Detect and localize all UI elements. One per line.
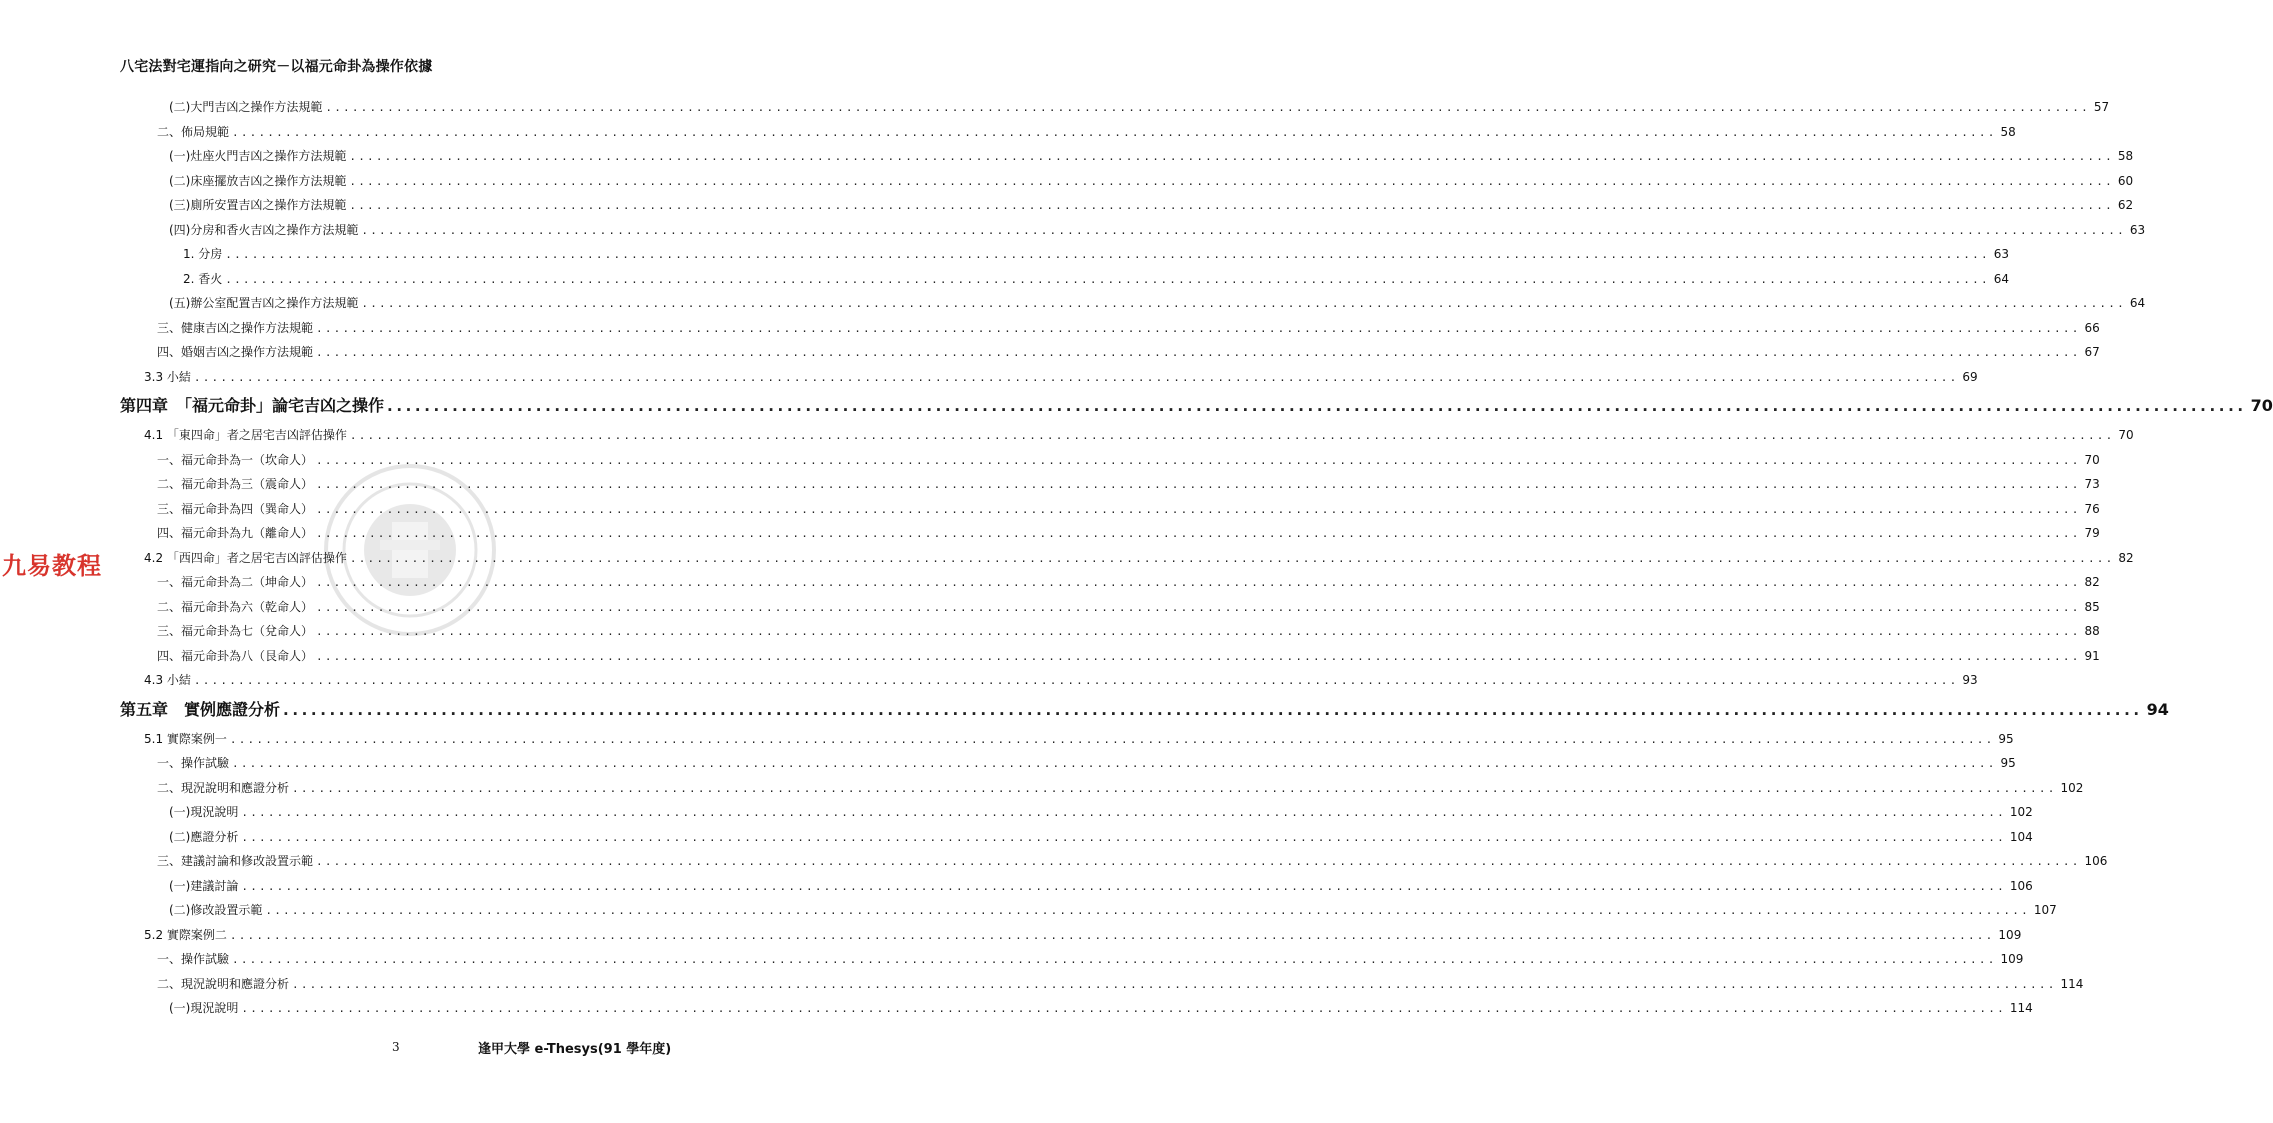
toc-entry-page: 104 — [2009, 829, 2033, 844]
toc-entry-page: 107 — [2033, 903, 2057, 917]
toc-leader-dots: ........................................................................................................................................................................................................ — [241, 1002, 2006, 1015]
toc-entry-label: (四)分房和香火吉凶之操作方法規範 — [169, 222, 359, 237]
toc-leader-dots: ........................................................................................................................................................................................................ — [387, 397, 2247, 415]
toc-leader-dots: ........................................................................................................................................................................................................ — [316, 855, 2081, 868]
toc-entry-label: 四、婚姻吉凶之操作方法規範 — [157, 345, 314, 359]
toc-leader-dots: ........................................................................................................................................................................................................ — [316, 502, 2081, 516]
toc-entry-label: 三、建議討論和修改設置示範 — [157, 854, 314, 868]
toc-entry-page: 67 — [2084, 345, 2100, 359]
toc-entry-page: 60 — [2117, 173, 2134, 188]
toc-entry-label: 4.1 「東四命」者之居宅吉凶評估操作 — [144, 428, 347, 442]
toc-entry-page: 91 — [2084, 648, 2100, 663]
toc-entry-label: 四、福元命卦為八（艮命人） — [157, 648, 314, 663]
toc-entry-label: 二、福元命卦為三（震命人） — [157, 477, 314, 491]
toc-entry-page: 73 — [2084, 477, 2100, 491]
toc-leader-dots: ........................................................................................................................................................................................................ — [316, 453, 2081, 467]
toc-leader-dots: ........................................................................................................................................................................................................ — [349, 551, 2115, 565]
toc-leader-dots: ........................................................................................................................................................................................................ — [316, 600, 2081, 614]
toc-entry — [157, 780, 2084, 797]
toc-leader-dots: ........................................................................................................................................................................................................ — [316, 346, 2081, 359]
toc-entry-page: 76 — [2084, 501, 2100, 516]
toc-leader-dots: ........................................................................................................................................................................................................ — [292, 977, 2057, 991]
toc-entry — [157, 476, 2100, 493]
toc-entry-label: (二)修改設置示範 — [169, 903, 263, 917]
toc-leader-dots: ........................................................................................................................................................................................................ — [316, 625, 2081, 638]
toc-chapter-entry — [120, 699, 2169, 720]
toc-entry-label: (三)廁所安置吉凶之操作方法規範 — [169, 198, 347, 212]
toc-entry — [157, 124, 2016, 141]
toc-entry — [169, 197, 2134, 214]
toc-entry — [157, 344, 2100, 361]
toc-entry-label: (二)應證分析 — [169, 829, 239, 844]
toc-leader-dots: ........................................................................................................................................................................................................ — [316, 321, 2081, 335]
toc-entry — [169, 295, 2146, 312]
toc-entry-page: 88 — [2084, 624, 2100, 638]
toc-leader-dots: ........................................................................................................................................................................................................ — [241, 806, 2006, 819]
toc-entry-label: (一)現況說明 — [169, 1001, 239, 1015]
toc-leader-dots: ........................................................................................................................................................................................................ — [349, 429, 2115, 442]
page-header-title: 八宅法對宅運指向之研究－以福元命卦為操作依據 — [120, 59, 433, 75]
toc-entry-page: 95 — [1998, 731, 2014, 746]
toc-entry-page: 63 — [1993, 247, 2010, 261]
toc-leader-dots: ........................................................................................................................................................................................................ — [193, 674, 1959, 687]
toc-entry-page: 70 — [2084, 452, 2100, 467]
toc-entry-label: (一)灶座火門吉凶之操作方法規範 — [169, 149, 347, 163]
toc-entry-label: 第五章 實例應證分析 — [120, 699, 281, 719]
watermark-text: 九易教程 — [2, 552, 102, 580]
toc-entry-page: 64 — [2129, 296, 2146, 310]
toc-entry-page: 106 — [2009, 878, 2033, 893]
toc-entry-label: 二、福元命卦為六（乾命人） — [157, 599, 314, 614]
toc-entry-label: 1. 分房 — [183, 247, 223, 261]
toc-entry-label: 第四章 「福元命卦」論宅吉凶之操作 — [120, 396, 385, 415]
toc-entry-page: 93 — [1962, 673, 1978, 687]
toc-leader-dots: ........................................................................................................................................................................................................ — [316, 649, 2081, 663]
toc-entry — [144, 369, 1978, 386]
toc-entry-label: 2. 香火 — [183, 271, 223, 286]
toc-entry-page: 102 — [2009, 805, 2033, 819]
toc-entry — [157, 525, 2100, 542]
toc-entry-label: 二、現況說明和應證分析 — [157, 780, 290, 795]
toc-leader-dots: ........................................................................................................................................................................................................ — [229, 928, 1995, 942]
toc-entry-label: 5.2 實際案例二 — [144, 927, 227, 942]
toc-leader-dots: ........................................................................................................................................................................................................ — [316, 527, 2081, 540]
toc-entry — [169, 902, 2057, 919]
toc-entry-label: 三、福元命卦為七（兌命人） — [157, 624, 314, 638]
toc-entry — [157, 976, 2084, 993]
toc-entry — [169, 222, 2146, 239]
toc-entry-label: 4.3 小結 — [144, 673, 191, 687]
toc-entry-label: 四、福元命卦為九（離命人） — [157, 526, 314, 540]
toc-entry — [144, 731, 2014, 748]
toc-leader-dots: ........................................................................................................................................................................................................ — [349, 174, 2114, 188]
toc-entry-page: 82 — [2084, 575, 2100, 589]
toc-leader-dots: ........................................................................................................................................................................................................ — [325, 101, 2090, 114]
toc-entry — [157, 951, 2024, 968]
toc-entry-page: 70 — [2250, 396, 2273, 415]
toc-entry — [157, 320, 2100, 337]
toc-chapter-entry — [120, 396, 2273, 416]
toc-entry-label: 一、操作試驗 — [157, 756, 230, 770]
toc-entry-label: 二、現況說明和應證分析 — [157, 976, 290, 991]
toc-leader-dots: ........................................................................................................................................................................................................ — [265, 904, 2030, 917]
toc-entry-page: 70 — [2118, 428, 2134, 442]
toc-entry-page: 62 — [2117, 198, 2134, 212]
toc-leader-dots: ........................................................................................................................................................................................................ — [229, 732, 1995, 746]
toc-entry-page: 102 — [2060, 780, 2084, 795]
toc-leader-dots: ........................................................................................................................................................................................................ — [232, 757, 1997, 770]
toc-entry-label: 二、佈局規範 — [157, 124, 230, 139]
toc-leader-dots: ........................................................................................................................................................................................................ — [232, 953, 1997, 966]
toc-entry-label: 3.3 小結 — [144, 369, 191, 384]
toc-leader-dots: ........................................................................................................................................................................................................ — [349, 199, 2114, 212]
toc-entry-page: 58 — [2000, 124, 2016, 139]
toc-entry — [169, 878, 2033, 895]
toc-leader-dots: ........................................................................................................................................................................................................ — [241, 879, 2006, 893]
toc-entry — [169, 1000, 2033, 1017]
toc-entry-page: 109 — [2000, 952, 2024, 966]
toc-entry-label: (一)現況說明 — [169, 805, 239, 819]
toc-entry — [144, 927, 2022, 944]
toc-entry-label: 4.2 「西四命」者之居宅吉凶評估操作 — [144, 550, 347, 565]
toc-entry-page: 66 — [2084, 320, 2100, 335]
toc-entry — [183, 271, 2010, 288]
toc-leader-dots: ........................................................................................................................................................................................................ — [361, 297, 2126, 310]
toc-entry-page: 64 — [1993, 271, 2010, 286]
toc-entry — [169, 804, 2033, 821]
toc-entry — [169, 173, 2134, 190]
toc-entry-page: 69 — [1962, 369, 1978, 384]
toc-entry-label: 一、福元命卦為二（坤命人） — [157, 575, 314, 589]
toc-entry — [157, 501, 2100, 518]
toc-entry — [144, 427, 2134, 444]
toc-entry-label: (一)建議討論 — [169, 878, 239, 893]
toc-entry — [183, 246, 2010, 263]
toc-entry-page: 109 — [1998, 927, 2022, 942]
footer-university-label: 逢甲大學 e-Thesys(91 學年度) — [478, 1042, 672, 1057]
toc-entry-label: (二)大門吉凶之操作方法規範 — [169, 100, 323, 114]
toc-leader-dots: ........................................................................................................................................................................................................ — [283, 700, 2143, 719]
footer-page-number: 3 — [392, 1040, 400, 1054]
toc-entry-label: 5.1 實際案例一 — [144, 731, 227, 746]
toc-entry — [157, 574, 2100, 591]
toc-entry-page: 95 — [2000, 756, 2016, 770]
toc-entry-page: 58 — [2117, 149, 2134, 163]
toc-entry-page: 94 — [2146, 699, 2169, 719]
toc-leader-dots: ........................................................................................................................................................................................................ — [225, 272, 1990, 286]
toc-leader-dots: ........................................................................................................................................................................................................ — [241, 830, 2006, 844]
toc-leader-dots: ........................................................................................................................................................................................................ — [193, 370, 1959, 384]
toc-entry-page: 85 — [2084, 599, 2100, 614]
toc-leader-dots: ........................................................................................................................................................................................................ — [292, 781, 2057, 795]
toc-leader-dots: ........................................................................................................................................................................................................ — [225, 248, 1990, 261]
toc-entry — [157, 755, 2016, 772]
toc-entry-page: 114 — [2009, 1001, 2033, 1015]
toc-entry-label: 一、福元命卦為一（坎命人） — [157, 452, 314, 467]
toc-entry-page: 114 — [2060, 976, 2084, 991]
toc-entry — [144, 672, 1978, 689]
toc-entry-page: 63 — [2129, 222, 2146, 237]
toc-entry-label: 一、操作試驗 — [157, 952, 230, 966]
toc-entry — [169, 99, 2110, 116]
toc-entry-label: 三、福元命卦為四（巽命人） — [157, 501, 314, 516]
toc-entry — [169, 829, 2033, 846]
toc-entry-page: 106 — [2084, 854, 2108, 868]
toc-leader-dots: ........................................................................................................................................................................................................ — [232, 125, 1997, 139]
toc-entry-page: 82 — [2118, 550, 2134, 565]
toc-entry — [157, 853, 2108, 870]
toc-entry — [157, 452, 2100, 469]
toc-entry — [157, 623, 2100, 640]
toc-entry-label: 三、健康吉凶之操作方法規範 — [157, 320, 314, 335]
toc-entry-page: 79 — [2084, 526, 2100, 540]
toc-entry — [144, 550, 2134, 567]
toc-entry-label: (五)辦公室配置吉凶之操作方法規範 — [169, 296, 359, 310]
toc-entry-label: (二)床座擺放吉凶之操作方法規範 — [169, 173, 347, 188]
toc-entry — [157, 648, 2100, 665]
toc-leader-dots: ........................................................................................................................................................................................................ — [349, 150, 2114, 163]
toc-entry — [169, 148, 2134, 165]
toc-entry — [157, 599, 2100, 616]
toc-leader-dots: ........................................................................................................................................................................................................ — [316, 478, 2081, 491]
toc-entry-page: 57 — [2093, 100, 2110, 114]
toc-leader-dots: ........................................................................................................................................................................................................ — [316, 576, 2081, 589]
toc-leader-dots: ........................................................................................................................................................................................................ — [361, 223, 2126, 237]
